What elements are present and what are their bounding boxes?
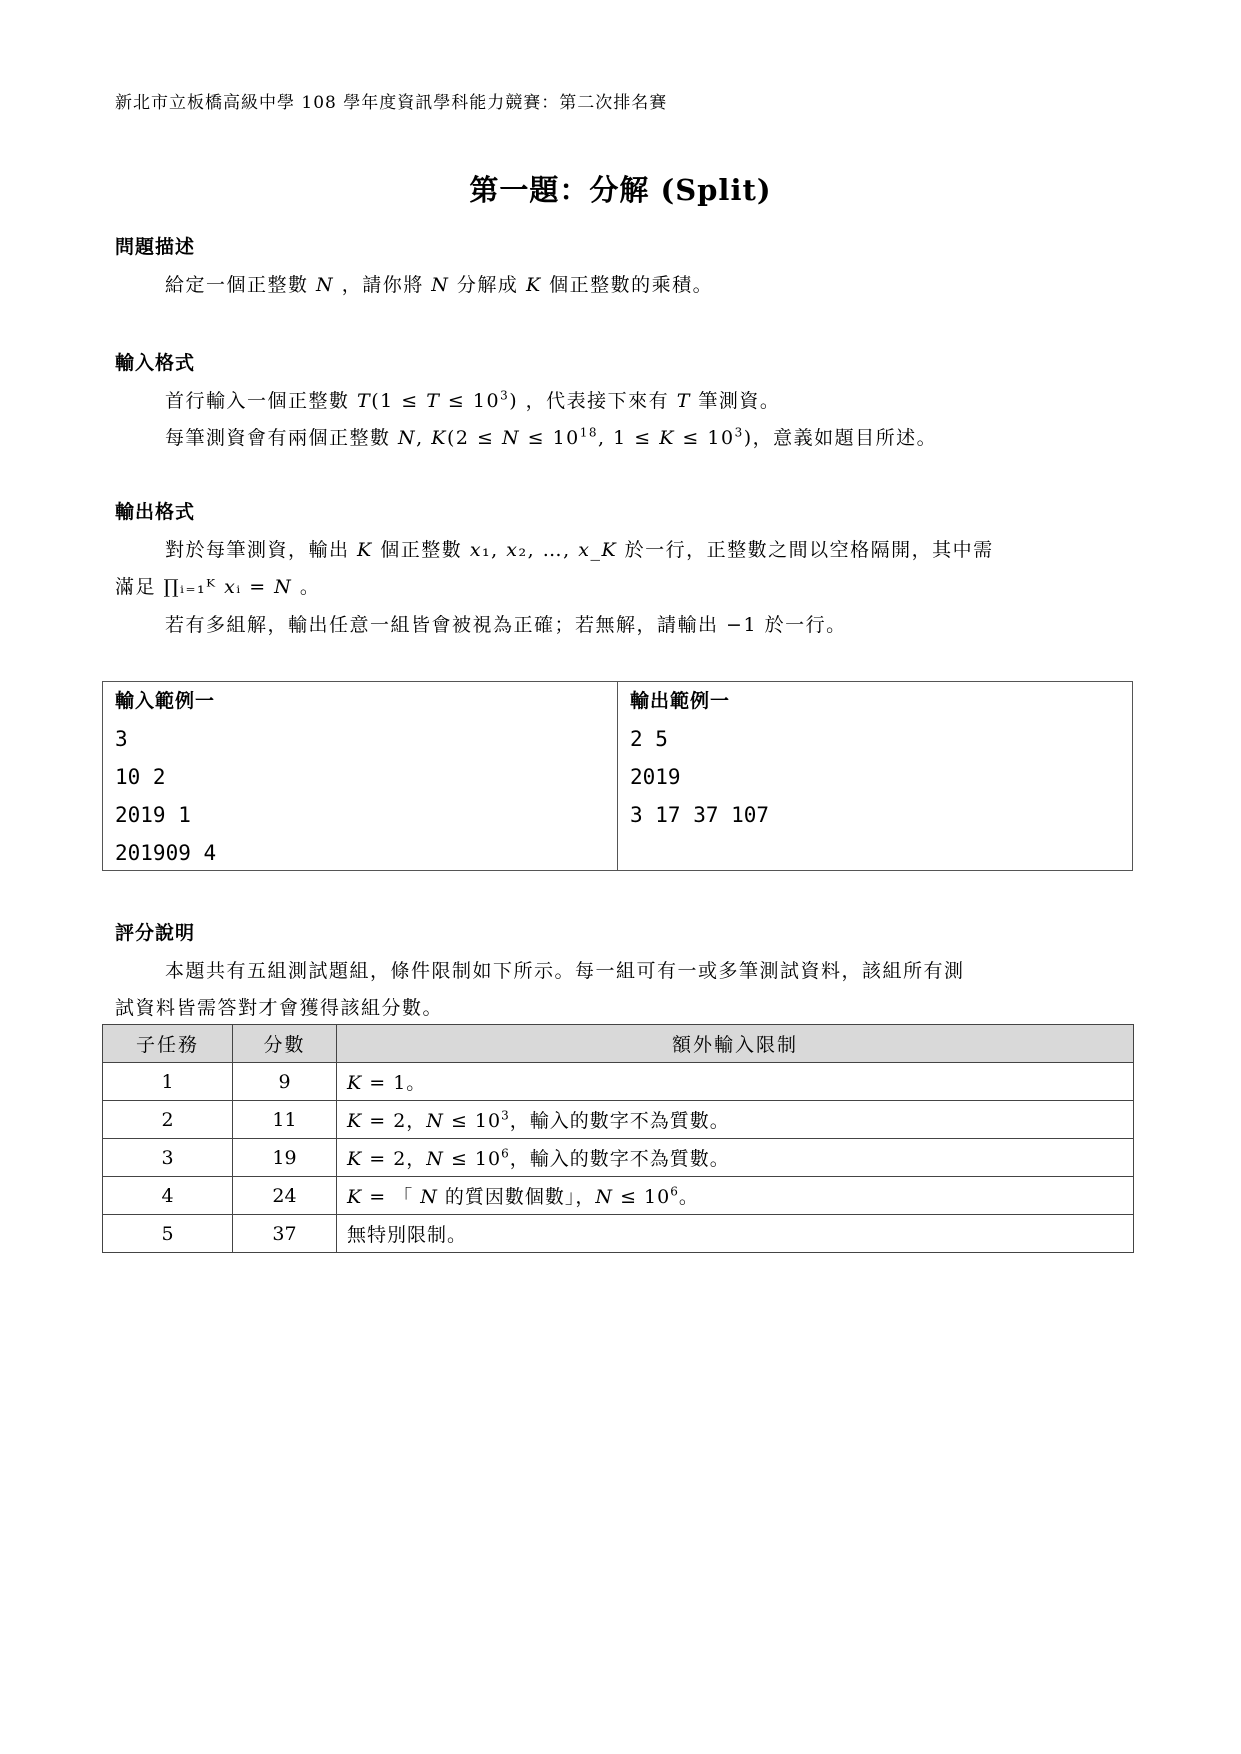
subtask-cell: 2 — [103, 1101, 233, 1139]
input-line1-math: 𝑇(1 ≤ 𝑇 ≤ 10 — [357, 390, 501, 412]
output-format-line-3: 若有多組解，輸出任意一組皆會被視為正確；若無解，請輸出 −1 於一行。 — [165, 614, 847, 636]
subtask-cell: 1 — [103, 1063, 233, 1101]
table-row — [103, 1101, 1134, 1139]
scoring-text-line-2: 試資料皆需答對才會獲得該組分數。 — [115, 997, 444, 1019]
input-format-line-2 — [165, 423, 937, 450]
constraint-sup: 3 — [501, 1108, 510, 1123]
scoring-heading: 評分說明 — [115, 922, 196, 944]
sample-input-line: 2019 1 — [115, 803, 191, 827]
sample-input-line: 10 2 — [115, 765, 166, 789]
input-line2-math-b: , 1 ≤ 𝐾 ≤ 10 — [598, 427, 735, 449]
scoring-table — [102, 1024, 1134, 1253]
score-cell: 19 — [233, 1139, 337, 1177]
constraint-text: 𝐾 = 2，𝑁 ≤ 10 — [347, 1148, 502, 1170]
table-row — [103, 1139, 1134, 1177]
sample-output-line: 2019 — [630, 765, 681, 789]
constraint-text: 無特別限制。 — [347, 1224, 468, 1246]
subtask-cell: 4 — [103, 1177, 233, 1215]
table-row — [103, 1063, 1134, 1101]
score-cell: 11 — [233, 1101, 337, 1139]
column-header-subtask: 子任務 — [103, 1025, 233, 1063]
sample-divider — [617, 682, 618, 870]
constraint-sup: 6 — [501, 1146, 510, 1161]
score-cell: 24 — [233, 1177, 337, 1215]
constraint-text: 𝐾 = 「 𝑁 的質因數個數」，𝑁 ≤ 10 — [347, 1186, 671, 1208]
table-row — [103, 1215, 1134, 1253]
output-format-heading: 輸出格式 — [115, 501, 196, 523]
score-cell: 9 — [233, 1063, 337, 1101]
constraint-cell — [337, 1101, 1134, 1139]
input-format-line-1 — [165, 386, 780, 413]
subtask-cell: 3 — [103, 1139, 233, 1177]
constraint-text-post: ，輸入的數字不為質數。 — [509, 1148, 730, 1170]
sample-input-line: 3 — [115, 727, 128, 751]
score-cell: 37 — [233, 1215, 337, 1253]
constraint-cell — [337, 1215, 1134, 1253]
constraint-cell — [337, 1063, 1134, 1101]
input-format-heading: 輸入格式 — [115, 352, 196, 374]
input-line2-post: )，意義如題目所述。 — [743, 427, 938, 449]
output-line2-math: ∏ᵢ₌₁ᴷ 𝑥ᵢ = 𝑁 — [163, 576, 293, 598]
problem-title: 第一題：分解 (Split) — [469, 173, 772, 207]
constraint-text: 𝐾 = 2，𝑁 ≤ 10 — [347, 1110, 502, 1132]
input-line1-sup: 3 — [500, 388, 510, 403]
scoring-text-line-1: 本題共有五組測試題組，條件限制如下所示。每一組可有一或多筆測試資料，該組所有測 — [165, 960, 965, 982]
constraint-sup: 6 — [670, 1184, 679, 1199]
output-format-line-1 — [165, 535, 994, 562]
constraint-cell — [337, 1177, 1134, 1215]
sample-output-line: 3 17 37 107 — [630, 803, 770, 827]
sample-input-title: 輸入範例一 — [115, 690, 216, 712]
constraint-text-post: ，輸入的數字不為質數。 — [509, 1110, 730, 1132]
output-line1-pre: 對於每筆測資，輸出 𝐾 個正整數 — [165, 539, 470, 561]
column-header-score: 分數 — [233, 1025, 337, 1063]
sample-input-column — [115, 682, 216, 872]
sample-output-line: 2 5 — [630, 727, 668, 751]
constraint-text: 𝐾 = 1。 — [347, 1072, 427, 1094]
constraint-cell — [337, 1139, 1134, 1177]
description-heading: 問題描述 — [115, 236, 196, 258]
column-header-constraints: 額外輸入限制 — [337, 1025, 1134, 1063]
table-row — [103, 1177, 1134, 1215]
output-format-line-2 — [115, 572, 320, 599]
constraint-text-post: 。 — [678, 1186, 699, 1208]
output-line2-post: 。 — [292, 576, 321, 598]
output-line2-pre: 滿足 — [115, 576, 164, 598]
document-header: 新北市立板橋高級中學 108 學年度資訊學科能力競賽：第二次排名賽 — [115, 93, 668, 113]
sample-table — [102, 681, 1133, 871]
input-line2-sup-b: 3 — [734, 425, 744, 440]
input-line1-pre: 首行輸入一個正整數 — [165, 390, 358, 412]
output-line1-vars: 𝑥₁, 𝑥₂, …, 𝑥_𝐾 — [469, 539, 618, 561]
description-text: 給定一個正整數 𝑁 ，請你將 𝑁 分解成 𝐾 個正整數的乘積。 — [165, 274, 714, 296]
input-line2-math-a: 𝑁, 𝐾(2 ≤ 𝑁 ≤ 10 — [398, 427, 580, 449]
output-line1-post: 於一行，正整數之間以空格隔開，其中需 — [617, 539, 994, 561]
input-line2-pre: 每筆測資會有兩個正整數 — [165, 427, 399, 449]
sample-input-line: 201909 4 — [115, 841, 217, 865]
scoring-header-row — [103, 1025, 1134, 1063]
sample-output-title: 輸出範例一 — [630, 690, 731, 712]
sample-output-column — [630, 682, 769, 834]
input-line1-post: ) ，代表接下來有 𝑇 筆測資。 — [509, 390, 781, 412]
input-line2-sup-a: 18 — [579, 425, 599, 440]
subtask-cell: 5 — [103, 1215, 233, 1253]
